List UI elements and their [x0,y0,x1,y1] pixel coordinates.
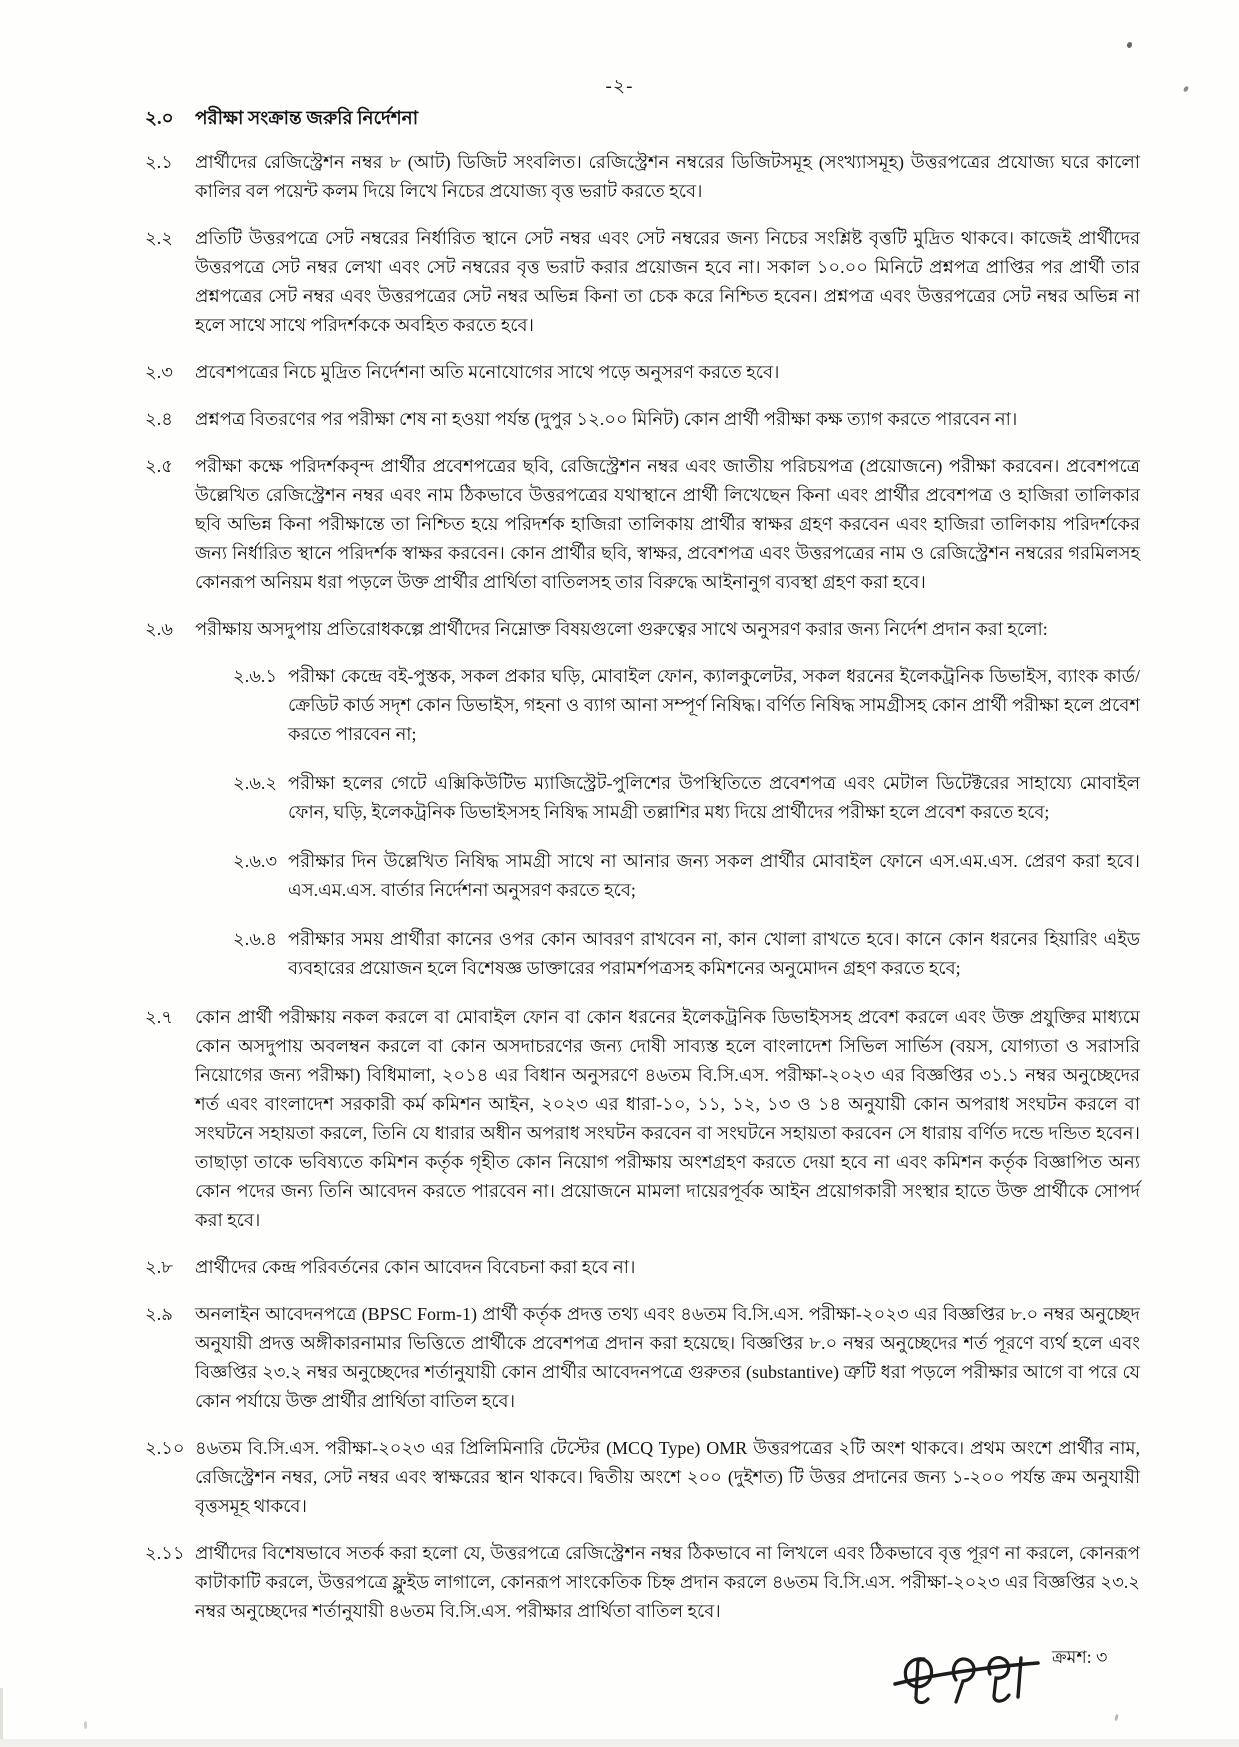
item-text: পরীক্ষার দিন উল্লেখিত নিষিদ্ধ সামগ্রী সাথে না আনার জন্য সকল প্রার্থীর মোবাইল ফোনে এস.এম.এস. প্রেরণ করা হবে। এস.এম.এস. বার্তার নির্দেশনা অনুসরণ করতে হবে; [288,851,1140,900]
item-2-6 [145,615,1140,644]
item-2-3 [145,358,1140,387]
item-text: পরীক্ষা কক্ষে পরিদর্শকবৃন্দ প্রার্থীর প্রবেশপত্রের ছবি, রেজিস্ট্রেশন নম্বর এবং জাতীয় পরিচয়পত্র (প্রয়োজনে) পরীক্ষা করবেন। প্রবেশপত্রে উল্লেখিত রেজিস্ট্রেশন নম্বর এবং নাম ঠিকভাবে উত্তরপত্রের যথাস্থানে প্রার্থী লিখেছেন কিনা এবং প্রার্থীর প্রবেশপত্র ও হাজিরা তালিকার ছবি অভিন্ন কিনা পরীক্ষান্তে তা নিশ্চিত হয়ে পরিদর্শক হাজিরা তালিকায় প্রার্থীর স্বাক্ষর গ্রহণ করবেন এবং হাজিরা তালিকায় পরিদর্শকের জন্য নির্ধারিত স্থানে পরিদর্শক স্বাক্ষর করবেন। কোন প্রার্থীর ছবি, স্বাক্ষর, প্রবেশপত্র এবং উত্তরপত্রের নাম ও রেজিস্ট্রেশন নম্বরের গরমিলসহ কোনরূপ অনিয়ম ধরা পড়লে উক্ত প্রার্থীর প্রার্থিতা বাতিলসহ তার বিরুদ্ধে আইনানুগ ব্যবস্থা গ্রহণ করা হবে। [195,456,1140,592]
item-2-5 [145,452,1140,597]
item-text: প্রতিটি উত্তরপত্রে সেট নম্বরের নির্ধারিত স্থানে সেট নম্বর এবং সেট নম্বরের জন্য নিচের সংশ্লিষ্ট বৃত্তটি মুদ্রিত থাকবে। কাজেই প্রার্থীদের উত্তরপত্রে সেট নম্বর লেখা এবং সেট নম্বরের বৃত্ত ভরাট করার প্রয়োজন হবে না। সকাল ১০.০০ মিনিটে প্রশ্নপত্র প্রাপ্তির পর প্রার্থী তার প্রশ্নপত্রের সেট নম্বর এবং উত্তরপত্রের সেট নম্বর অভিন্ন কিনা তা চেক করে নিশ্চিত হবেন। প্রশ্নপত্র এবং উত্তরপত্রের সেট নম্বর অভিন্ন না হলে সাথে সাথে পরিদর্শককে অবহিত করতে হবে। [195,228,1140,335]
item-number: ২.১১ [145,1543,185,1563]
scan-bottom-artifact [0,1739,1239,1747]
item-number: ২.৬.৩ [233,851,278,871]
item-number: ২.৭ [145,1007,173,1027]
item-2-10 [145,1434,1140,1521]
item-text: পরীক্ষা কেন্দ্রে বই-পুস্তক, সকল প্রকার ঘড়ি, মোবাইল ফোন, ক্যালকুলেটর, সকল ধরনের ইলেকট্রনিক ডিভাইস, ব্যাংক কার্ড/ক্রেডিট কার্ড সদৃশ কোন ডিভাইস, গহনা ও ব্যাগ আনা সম্পূর্ণ নিষিদ্ধ। বর্ণিত নিষিদ্ধ সামগ্রীসহ কোন প্রার্থী পরীক্ষা হলে প্রবেশ করতে পারবেন না; [288,666,1140,744]
item-text: পরীক্ষার সময় প্রার্থীরা কানের ওপর কোন আবরণ রাখবেন না, কান খোলা রাখতে হবে। কানে কোন ধরনের হিয়ারিং এইড ব্যবহারের প্রয়োজন হলে বিশেষজ্ঞ ডাক্তারের পরামর্শপত্রসহ কমিশনের অনুমোদন গ্রহণ করতে হবে; [288,929,1140,978]
page-number: -২- [605,76,634,97]
item-number: ২.১ [145,152,173,172]
item-text: প্রার্থীদের রেজিস্ট্রেশন নম্বর ৮ (আট) ডিজিট সংবলিত। রেজিস্ট্রেশন নম্বরের ডিজিটসমূহ (সংখ্যাসমূহ) উত্তরপত্রের প্রযোজ্য ঘরে কালো কালির বল পয়েন্ট কলম দিয়ে লিখে নিচের প্রযোজ্য বৃত্ত ভরাট করতে হবে। [195,152,1140,201]
item-number: ২.২ [145,228,173,248]
item-text: ৪৬তম বি.সি.এস. পরীক্ষা-২০২৩ এর প্রিলিমিনারি টেস্টের (MCQ Type) OMR উত্তরপত্রের ২টি অংশ থাকবে। প্রথম অংশে প্রার্থীর নাম, রেজিস্ট্রেশন নম্বর, সেট নম্বর এবং স্বাক্ষরের স্থান থাকবে। দ্বিতীয় অংশে ২০০ (দুইশত) টি উত্তর প্রদানের জন্য ১-২০০ পর্যন্ত ক্রম অনুযায়ী বৃত্তসমূহ থাকবে। [195,1438,1140,1516]
item-text: পরীক্ষা হলের গেটে এক্সিকিউটিভ ম্যাজিস্ট্রেট-পুলিশের উপস্থিতিতে প্রবেশপত্র এবং মেটাল ডিটেক্টরের সাহায্যে মোবাইল ফোন, ঘড়ি, ইলেকট্রনিক ডিভাইসসহ নিষিদ্ধ সামগ্রী তল্লাশির মধ্য দিয়ে প্রার্থীদের পরীক্ষা হলে প্রবেশ করতে হবে; [288,773,1140,822]
item-text: প্রার্থীদের কেন্দ্র পরিবর্তনের কোন আবেদন বিবেচনা করা হবে না। [195,1257,636,1277]
item-2-6-3 [233,847,1140,905]
item-number: ২.৫ [145,456,173,476]
item-number: ২.৬.২ [233,773,278,793]
item-2-4 [145,405,1140,434]
item-text: অনলাইন আবেদনপত্রে (BPSC Form-1) প্রার্থী কর্তৃক প্রদত্ত তথ্য এবং ৪৬তম বি.সি.এস. পরীক্ষা-২০২৩ এর বিজ্ঞপ্তির ৮.০ নম্বর অনুচ্ছেদ অনুযায়ী প্রদত্ত অঙ্গীকারনামার ভিত্তিতে প্রার্থীকে প্রবেশপত্র প্রদান করা হয়েছে। বিজ্ঞপ্তির ৮.০ নম্বর অনুচ্ছেদের শর্ত পূরণে ব্যর্থ হলে এবং বিজ্ঞপ্তির ২৩.২ নম্বর অনুচ্ছেদের শর্তানুযায়ী কোন প্রার্থীর আবেদনপত্রে গুরুতর (substantive) ত্রুটি ধরা পড়লে পরীক্ষার আগে বা পরে যে কোন পর্যায়ে উক্ত প্রার্থীর প্রার্থিতা বাতিল হবে। [195,1304,1140,1411]
continuation-label: ক্রমশ: ৩ [1052,1647,1108,1667]
item-number: ২.৬.১ [233,666,278,686]
item-2-1 [145,148,1140,206]
item-text: পরীক্ষায় অসদুপায় প্রতিরোধকল্পে প্রার্থীদের নিম্নোক্ত বিষয়গুলো গুরুত্বের সাথে অনুসরণ করার জন্য নির্দেশ প্রদান করা হলো: [195,619,1048,639]
scan-speck [1114,1714,1119,1722]
item-2-6-1 [233,662,1140,749]
item-number: ২.৩ [145,362,173,382]
scan-speck [84,1721,87,1729]
item-number: ২.১০ [145,1438,185,1458]
item-number: ২.৪ [145,409,173,429]
item-number: ২.৮ [145,1257,173,1277]
item-2-8 [145,1253,1140,1282]
item-number: ২.৬.৪ [233,929,278,949]
subitems-2-6 [233,662,1140,983]
item-number: ২.৬ [145,619,173,639]
item-2-9 [145,1300,1140,1416]
section-number: ২.০ [145,109,174,129]
item-number: ২.৯ [145,1304,173,1324]
scan-speck [1126,41,1133,48]
item-2-7 [145,1003,1140,1235]
item-2-2 [145,224,1140,340]
document-content [145,104,1140,1644]
section-title: পরীক্ষা সংক্রান্ত জরুরি নির্দেশনা [195,109,419,129]
item-2-11 [145,1539,1140,1626]
item-2-6-2 [233,769,1140,827]
signature-scribble-icon [890,1642,1055,1714]
item-text: কোন প্রার্থী পরীক্ষায় নকল করলে বা মোবাইল ফোন বা কোন ধরনের ইলেকট্রনিক ডিভাইসসহ প্রবেশ করলে এবং উক্ত প্রযুক্তির মাধ্যমে কোন অসদুপায় অবলম্বন করলে বা কোন অসদাচরণের জন্য দোষী সাব্যস্ত হলে বাংলাদেশ সিভিল সার্ভিস (বয়স, যোগ্যতা ও সরাসরি নিয়োগের জন্য পরীক্ষা) বিধিমালা, ২০১৪ এর বিধান অনুসরণে ৪৬তম বি.সি.এস. পরীক্ষা-২০২৩ এর বিজ্ঞপ্তির ৩১.১ নম্বর অনুচ্ছেদের শর্ত এবং বাংলাদেশ সরকারী কর্ম কমিশন আইন, ২০২৩ এর ধারা-১০, ১১, ১২, ১৩ ও ১৪ অনুযায়ী কোন অপরাধ সংঘটন করলে বা সংঘটনে সহায়তা করলে, তিনি যে ধারার অধীন অপরাধ সংঘটন করবেন বা সংঘটনে সহায়তা করবেন সে ধারায় বর্ণিত দন্ডে দন্ডিত হবেন। তাছাড়া তাকে ভবিষ্যতে কমিশন কর্তৃক গৃহীত কোন নিয়োগ পরীক্ষায় অংশগ্রহণ করতে দেয়া হবে না এবং কমিশন কর্তৃক বিজ্ঞাপিত অন্য কোন পদের জন্য তিনি আবেদন করতে পারবেন না। প্রয়োজনে মামলা দায়েরপূর্বক আইন প্রয়োগকারী সংস্থার হাতে উক্ত প্রার্থীকে সোপর্দ করা হবে। [195,1007,1140,1230]
item-text: প্রশ্নপত্র বিতরণের পর পরীক্ষা শেষ না হওয়া পর্যন্ত (দুপুর ১২.০০ মিনিট) কোন প্রার্থী পরীক্ষা কক্ষ ত্যাগ করতে পারবেন না। [195,409,1018,429]
section-heading [145,104,1140,134]
item-text: প্রার্থীদের বিশেষভাবে সতর্ক করা হলো যে, উত্তরপত্রে রেজিস্ট্রেশন নম্বর ঠিকভাবে না লিখলে এবং ঠিকভাবে বৃত্ত পূরণ না করলে, কোনরূপ কাটাকাটি করলে, উত্তরপত্রে ফ্লুইড লাগালে, কোনরূপ সাংকেতিক চিহ্ন প্রদান করলে ৪৬তম বি.সি.এস. পরীক্ষা-২০২৩ এর বিজ্ঞপ্তির ২৩.২ নম্বর অনুচ্ছেদের শর্তানুযায়ী ৪৬তম বি.সি.এস. পরীক্ষার প্রার্থিতা বাতিল হবে। [195,1543,1140,1621]
item-2-6-4 [233,925,1140,983]
item-text: প্রবেশপত্রের নিচে মুদ্রিত নির্দেশনা অতি মনোযোগের সাথে পড়ে অনুসরণ করতে হবে। [195,362,780,382]
